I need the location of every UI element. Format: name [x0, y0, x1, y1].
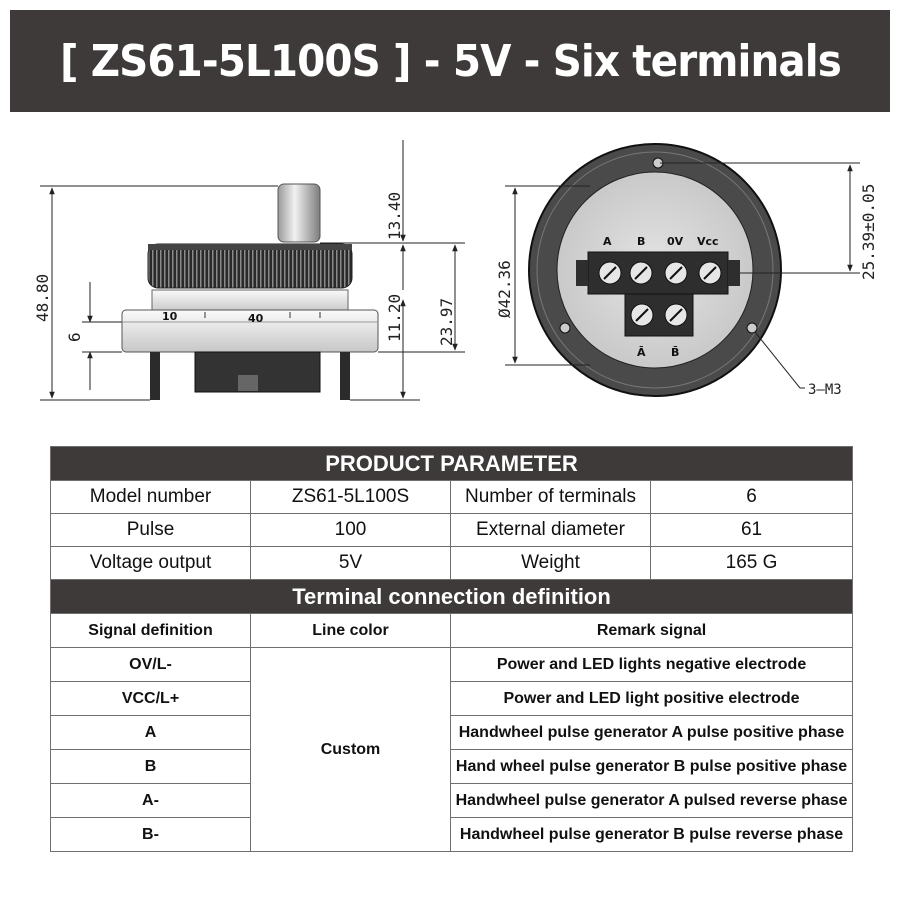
mount-hole-left [560, 323, 570, 333]
mount-hole-right [747, 323, 757, 333]
dial-mark-a: 10 [162, 310, 178, 323]
terminal-row [51, 682, 853, 716]
signal-cell: OV/L- [51, 648, 251, 682]
screw-callout: 3–M3 [808, 382, 842, 398]
param-value: 100 [251, 514, 451, 547]
terminal-row [51, 784, 853, 818]
dim-total-height: 48.80 [33, 273, 52, 322]
signal-cell: A [51, 716, 251, 750]
parameter-header: PRODUCT PARAMETER [51, 447, 853, 481]
dim-knob-height: 13.40 [385, 191, 404, 240]
remark-cell: Handwheel pulse generator A pulsed reverse phase [451, 784, 853, 818]
dial-mark-b: 40 [248, 312, 264, 325]
column-header-signal: Signal definition [51, 614, 251, 648]
knob [278, 184, 320, 242]
technical-drawings [0, 125, 900, 425]
parameter-row [51, 547, 853, 580]
signal-cell: B- [51, 818, 251, 852]
terminal-row [51, 818, 853, 852]
signal-cell: A- [51, 784, 251, 818]
column-header-line-color: Line color [251, 614, 451, 648]
column-header-remark: Remark signal [451, 614, 853, 648]
page-title: [ ZS61-5L100S ] - 5V - Six terminals [59, 35, 841, 87]
side-view [33, 140, 465, 400]
parameter-row [51, 481, 853, 514]
param-label: Pulse [51, 514, 251, 547]
terminal-column-headers [51, 614, 853, 648]
param-value: 5V [251, 547, 451, 580]
terminal-row [51, 648, 853, 682]
terminal-label-a-bar: Ā [637, 346, 646, 359]
dial-ring [152, 290, 348, 312]
front-view [495, 144, 878, 398]
param-value: 61 [651, 514, 853, 547]
dim-diameter: Ø42.36 [495, 260, 514, 318]
signal-cell: B [51, 750, 251, 784]
param-label: Model number [51, 481, 251, 514]
title-banner [10, 10, 890, 112]
remark-cell: Power and LED lights negative electrode [451, 648, 853, 682]
remark-cell: Power and LED light positive electrode [451, 682, 853, 716]
dim-base-height: 6 [65, 332, 84, 342]
param-label: Weight [451, 547, 651, 580]
param-value: ZS61-5L100S [251, 481, 451, 514]
knurled-ring [148, 244, 352, 288]
terminal-header: Terminal connection definition [51, 580, 853, 614]
dim-offset: 25.39±0.05 [859, 183, 878, 280]
terminal-label-b: B [637, 235, 646, 248]
terminal-row [51, 750, 853, 784]
parameter-header-row [51, 447, 853, 481]
terminal-label-vcc: Vcc [697, 235, 719, 248]
remark-cell: Handwheel pulse generator A pulse positive phase [451, 716, 853, 750]
param-value: 165 G [651, 547, 853, 580]
dim-mid-height: 23.97 [437, 297, 456, 346]
param-value: 6 [651, 481, 853, 514]
terminal-label-0v: 0V [667, 235, 684, 248]
line-color-cell: Custom [251, 648, 451, 852]
terminal-header-row [51, 580, 853, 614]
terminal-row [51, 716, 853, 750]
signal-cell: VCC/L+ [51, 682, 251, 716]
parameter-row [51, 514, 853, 547]
remark-cell: Hand wheel pulse generator B pulse positive phase [451, 750, 853, 784]
remark-cell: Handwheel pulse generator B pulse reverse phase [451, 818, 853, 852]
terminal-label-b-bar: B̄ [671, 346, 680, 359]
param-label: Voltage output [51, 547, 251, 580]
param-label: External diameter [451, 514, 651, 547]
dim-lower-height: 11.20 [385, 293, 404, 342]
parameter-table [50, 446, 853, 852]
terminal-label-a: A [603, 235, 612, 248]
param-label: Number of terminals [451, 481, 651, 514]
